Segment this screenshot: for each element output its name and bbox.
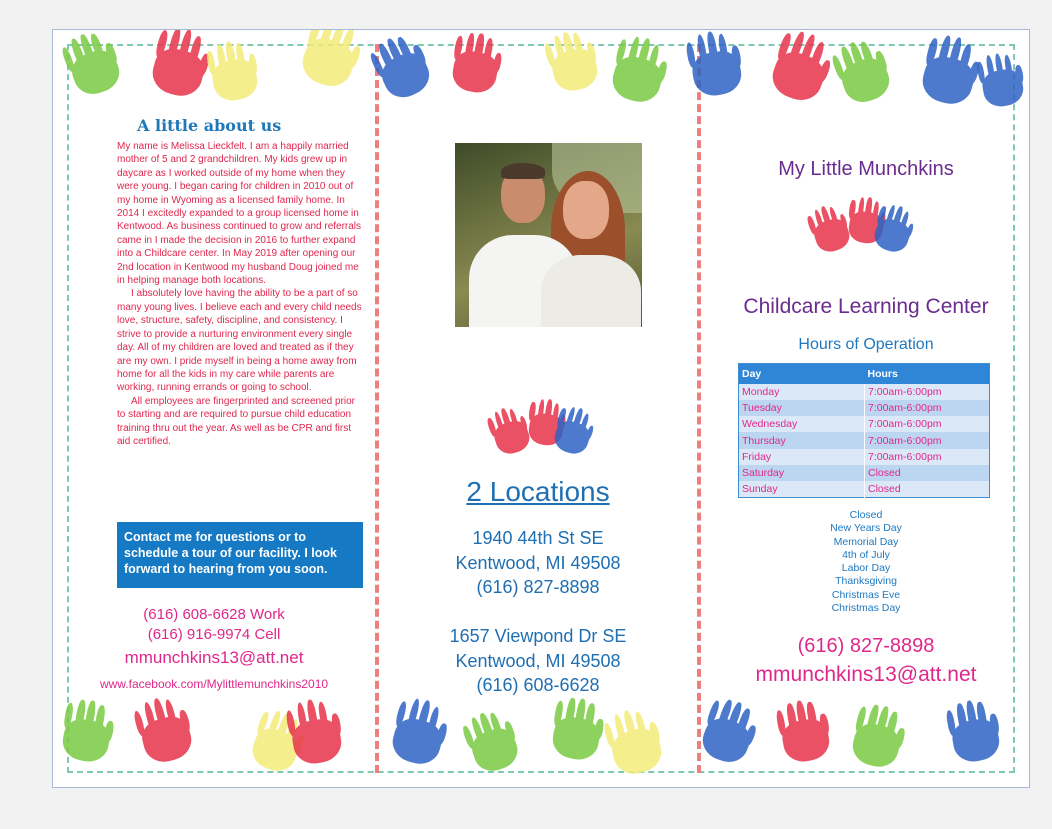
panel-about bbox=[53, 30, 375, 788]
holiday-item: Christmas Day bbox=[831, 602, 901, 615]
closed-holidays bbox=[701, 509, 1030, 615]
table-row bbox=[739, 384, 990, 400]
column-header: Hours bbox=[865, 364, 990, 384]
day-cell: Tuesday bbox=[739, 400, 865, 416]
location-city: Kentwood, MI 49508 bbox=[455, 650, 621, 671]
day-cell: Wednesday bbox=[739, 416, 865, 432]
cell-phone[interactable]: (616) 916-9974 Cell bbox=[147, 626, 281, 643]
handprint-icon bbox=[491, 417, 533, 457]
day-cell: Monday bbox=[739, 384, 865, 400]
location-2 bbox=[379, 624, 697, 698]
location-city: Kentwood, MI 49508 bbox=[455, 552, 621, 573]
panel-cover bbox=[701, 30, 1030, 788]
brand-subtitle: Childcare Learning Center bbox=[743, 295, 989, 318]
table-row bbox=[739, 465, 990, 481]
hours-cell: 7:00am-6:00pm bbox=[865, 400, 990, 416]
locations-title: 2 Locations bbox=[466, 476, 610, 507]
closed-heading: Closed bbox=[849, 509, 883, 521]
holiday-item: Thanksgiving bbox=[835, 575, 897, 588]
owners-photo bbox=[455, 143, 642, 327]
about-title: A little about us bbox=[137, 116, 282, 135]
holiday-item: 4th of July bbox=[842, 548, 890, 561]
about-paragraph: All employees are fingerprinted and screened prior to starting and are required to pursue child education training thru out the year. As well as be CPR and first aid certified. bbox=[117, 395, 356, 447]
hours-title: Hours of Operation bbox=[798, 336, 934, 353]
hours-cell: 7:00am-6:00pm bbox=[865, 449, 990, 465]
about-text bbox=[117, 140, 363, 448]
holiday-item: Memorial Day bbox=[833, 535, 899, 548]
brochure-page bbox=[52, 29, 1030, 788]
handprint-icon bbox=[871, 215, 913, 255]
holiday-item: Labor Day bbox=[841, 562, 891, 575]
hours-cell: 7:00am-6:00pm bbox=[865, 416, 990, 432]
location-1 bbox=[379, 526, 697, 600]
location-street: 1940 44th St SE bbox=[472, 528, 604, 548]
table-row bbox=[739, 400, 990, 416]
handprints-logo bbox=[807, 206, 919, 270]
facebook-link[interactable]: www.facebook.com/Mylittlemunchkins2010 bbox=[99, 677, 329, 691]
hours-cell: 7:00am-6:00pm bbox=[865, 384, 990, 400]
brand-name: My Little Munchkins bbox=[778, 158, 954, 180]
work-phone[interactable]: (616) 608-6628 Work bbox=[143, 606, 285, 623]
hours-cell: Closed bbox=[865, 465, 990, 481]
holiday-item: New Years Day bbox=[830, 522, 902, 535]
hours-table bbox=[738, 363, 990, 498]
contact-callout: Contact me for questions or to schedule a tour of our facility. I look forward to hearing from you soon. bbox=[117, 522, 363, 588]
table-row bbox=[739, 416, 990, 432]
column-header: Day bbox=[739, 364, 865, 384]
email-link[interactable]: mmunchkins13@att.net bbox=[124, 648, 304, 667]
table-row bbox=[739, 432, 990, 448]
hours-cell: Closed bbox=[865, 481, 990, 497]
about-paragraph: I absolutely love having the ability to be a part of so many young lives. I believe each and every child needs love, structure, safety, discipline, and consistency. I strive to provide a nurturing environment every single day. All of my children are loved and treated as if they are my own. I pride myself in being a home away from home for all the kids in my care while parents are working, running errands or going to school. bbox=[117, 288, 362, 394]
day-cell: Thursday bbox=[739, 432, 865, 448]
handprint-icon bbox=[811, 215, 853, 255]
location-phone[interactable]: (616) 608-6628 bbox=[476, 675, 600, 695]
panel-locations bbox=[379, 30, 697, 788]
main-phone[interactable]: (616) 827-8898 bbox=[797, 635, 935, 657]
day-cell: Sunday bbox=[739, 481, 865, 497]
handprints-logo bbox=[487, 408, 597, 470]
about-paragraph: My name is Melissa Lieckfelt. I am a happily married mother of 5 and 2 grandchildren. My kids grew up in daycare as I worked outside of my home when they were young. I began caring for children in 2010 out of my home in Wyoming as a licensed family home. In 2014 I excitedly expanded to a group licensed home in Kentwood. As business continued to grow and referrals came in I made the decision in 2016 to further expand into a Childcare center. In May 2019 after opening our 2nd location in Kentwood my husband Doug joined me in helping manage both locations. bbox=[117, 141, 362, 287]
main-email[interactable]: mmunchkins13@att.net bbox=[755, 663, 977, 686]
location-phone[interactable]: (616) 827-8898 bbox=[476, 577, 600, 597]
table-header-row bbox=[739, 364, 990, 384]
day-cell: Saturday bbox=[739, 465, 865, 481]
holiday-item: Christmas Eve bbox=[831, 588, 901, 601]
hours-cell: 7:00am-6:00pm bbox=[865, 432, 990, 448]
table-row bbox=[739, 449, 990, 465]
table-row bbox=[739, 481, 990, 497]
day-cell: Friday bbox=[739, 449, 865, 465]
location-street: 1657 Viewpond Dr SE bbox=[449, 626, 627, 646]
handprint-icon bbox=[551, 417, 593, 457]
